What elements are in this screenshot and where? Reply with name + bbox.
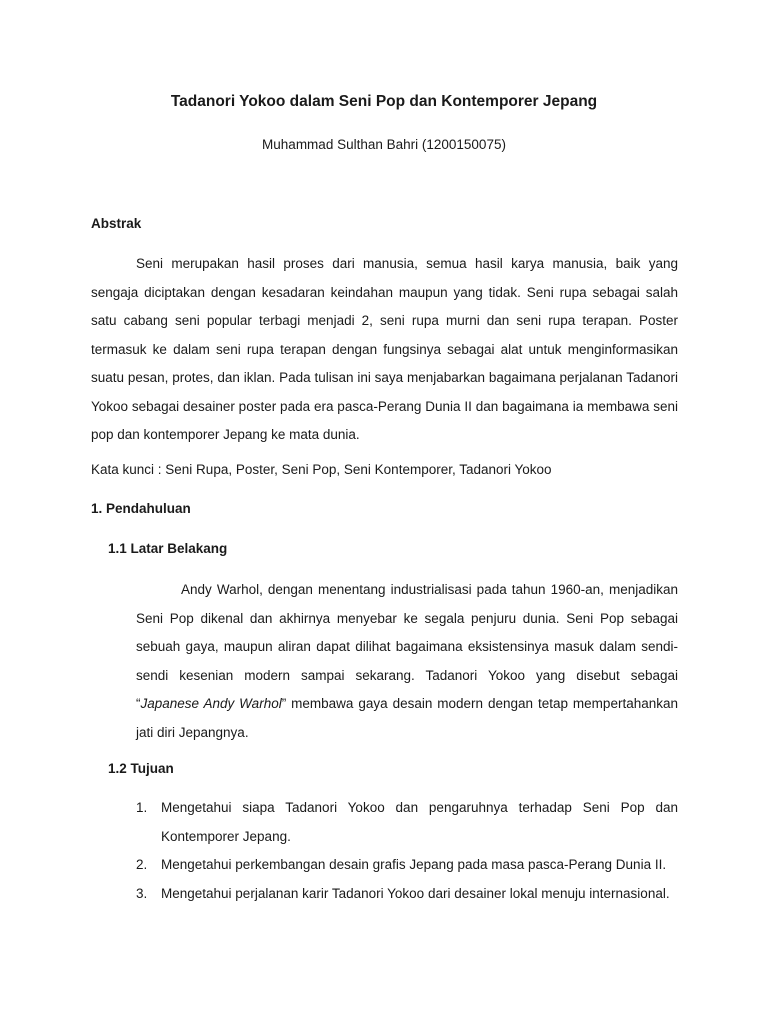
latar-text-before: Andy Warhol, dengan menentang industrialisasi pada tahun 1960-an, menjadikan Seni Pop dikenal dan akhirnya menyebar ke segala penjuru dunia. Seni Pop sebagai sebuah gaya, maupun aliran dapat dilihat bagaimana eksistensinya masuk dalam sendi-sendi kesenian modern sampai sekarang. Tadanori Yokoo yang disebut sebagai “ <box>136 582 678 711</box>
subsection-heading-latar-belakang: 1.1 Latar Belakang <box>108 541 228 556</box>
abstract-paragraph: Seni merupakan hasil proses dari manusia, semua hasil karya manusia, baik yang sengaja diciptakan dengan kesadaran keindahan maupun yang tidak. Seni rupa sebagai salah satu cabang seni popular terbagi menjadi 2, seni rupa murni dan seni rupa terapan. Poster termasuk ke dalam seni rupa terapan dengan fungsinya sebagai alat untuk menginformasikan suatu pesan, protes, dan iklan. Pada tulisan ini saya menjabarkan bagaimana perjalanan Tadanori Yokoo sebagai desainer poster pada era pasca-Perang Dunia II dan bagaimana ia membawa seni pop dan kontemporer Jepang ke mata dunia. <box>91 256 678 442</box>
list-item-number: 1. <box>136 800 148 815</box>
list-item-text: Mengetahui perjalanan karir Tadanori Yokoo dari desainer lokal menuju internasional. <box>161 885 670 901</box>
list-item-number: 2. <box>136 857 148 872</box>
list-item-number: 3. <box>136 885 148 901</box>
author-line: Muhammad Sulthan Bahri (1200150075) <box>262 137 506 152</box>
list-item <box>136 851 678 880</box>
list-item <box>136 880 678 909</box>
latar-text-after: ” membawa gaya desain modern dengan tetap mempertahankan jati diri Jepangnya. <box>136 696 678 740</box>
list-item <box>136 794 678 851</box>
list-item-text: Mengetahui perkembangan desain grafis Jepang pada masa pasca-Perang Dunia II. <box>161 857 667 872</box>
latar-belakang-paragraph <box>136 576 678 747</box>
objectives-list <box>136 794 678 908</box>
paper-title: Tadanori Yokoo dalam Seni Pop dan Kontemporer Jepang <box>170 93 598 110</box>
latar-italic-phrase: Japanese Andy Warhol <box>140 696 282 711</box>
list-item-text: Mengetahui siapa Tadanori Yokoo dan pengaruhnya terhadap Seni Pop dan Kontemporer Jepang. <box>161 800 678 844</box>
keywords-line: Kata kunci : Seni Rupa, Poster, Seni Pop, Seni Kontemporer, Tadanori Yokoo <box>91 462 552 477</box>
subsection-heading-tujuan: 1.2 Tujuan <box>108 761 174 776</box>
section-heading-pendahuluan: 1. Pendahuluan <box>91 501 191 516</box>
abstract-heading: Abstrak <box>91 216 142 231</box>
